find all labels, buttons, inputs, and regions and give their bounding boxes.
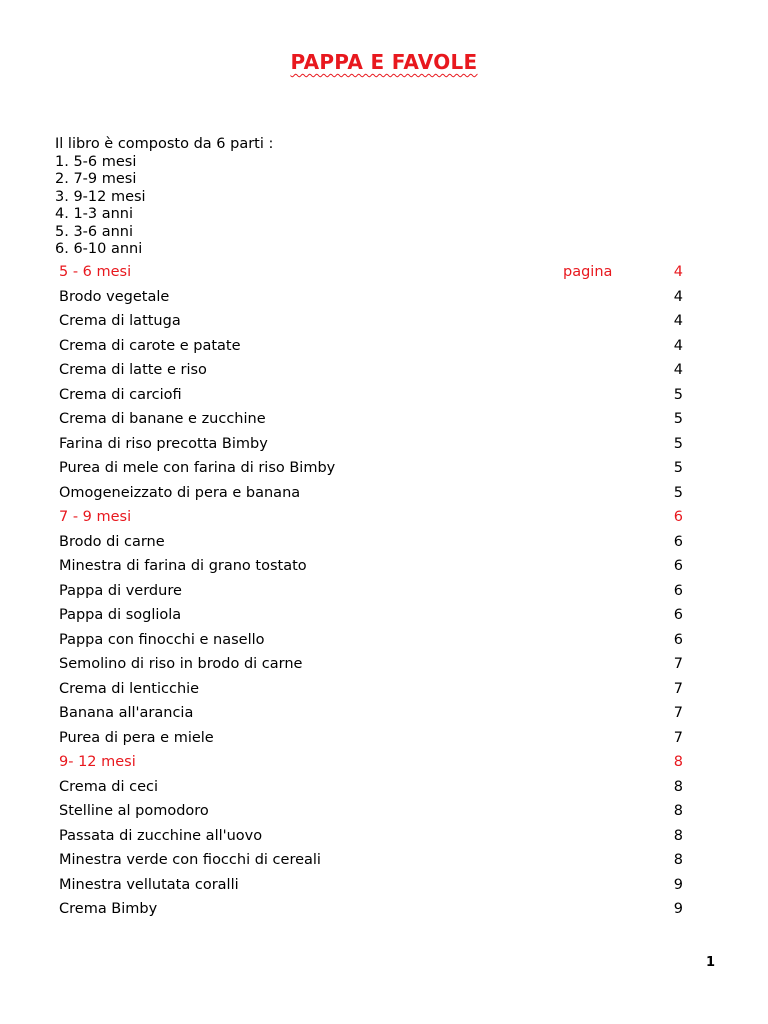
page-ref: 9 <box>673 876 683 893</box>
recipe-name: Brodo vegetale <box>59 288 170 305</box>
toc-entry <box>59 898 683 923</box>
toc-entry <box>59 408 683 433</box>
page-ref: 8 <box>673 852 683 868</box>
recipe-name: Stelline al pomodoro <box>59 803 209 819</box>
recipe-name: Pappa con finocchi e nasello <box>59 631 265 648</box>
document-title: PAPPA E FAVOLE <box>290 50 478 74</box>
toc-section-heading <box>59 751 683 776</box>
toc-entry <box>59 531 683 556</box>
page-ref: 8 <box>673 803 683 819</box>
page-ref: 8 <box>673 778 683 795</box>
recipe-name: Passata di zucchine all'uovo <box>59 827 263 844</box>
toc-entry <box>59 555 683 580</box>
toc-entry <box>59 776 683 801</box>
page-ref: 6 <box>673 558 683 574</box>
page-ref: 4 <box>673 362 683 378</box>
toc-entry <box>59 384 683 409</box>
recipe-name: Pappa di sogliola <box>59 607 182 623</box>
recipe-name: Crema di lattuga <box>59 313 181 329</box>
toc-entry <box>59 629 683 654</box>
intro-block <box>55 136 273 259</box>
recipe-name: Purea di pera e miele <box>59 729 214 746</box>
toc-entry <box>59 800 683 825</box>
page-ref: 5 <box>673 484 683 501</box>
page-ref: 4 <box>673 264 683 280</box>
toc-entry <box>59 457 683 482</box>
page-number: 1 <box>706 955 716 970</box>
page-ref: 5 <box>673 460 683 476</box>
intro-list-item: 5. 3-6 anni <box>55 223 134 240</box>
toc-entry <box>59 849 683 874</box>
recipe-name: Semolino di riso in brodo di carne <box>59 656 303 672</box>
recipe-name: Minestra verde con fiocchi di cereali <box>59 852 321 868</box>
recipe-name: Crema Bimby <box>59 901 158 917</box>
page-ref: 6 <box>673 509 683 525</box>
toc-entry <box>59 727 683 752</box>
intro-list-item: 4. 1-3 anni <box>55 206 134 222</box>
toc-entry <box>59 874 683 899</box>
toc-section-heading <box>59 506 683 531</box>
recipe-name: Minestra vellutata coralli <box>59 876 239 893</box>
page-ref: 4 <box>673 288 683 305</box>
table-of-contents <box>59 261 683 923</box>
toc-entry <box>59 702 683 727</box>
recipe-name: Crema di carote e patate <box>59 337 241 354</box>
page-ref: 4 <box>673 313 683 329</box>
recipe-name: Brodo di carne <box>59 533 165 550</box>
page-ref: 8 <box>673 754 683 770</box>
page-ref: 6 <box>673 582 683 599</box>
recipe-name: Crema di latte e riso <box>59 362 207 378</box>
section-title: 5 - 6 mesi <box>59 264 132 280</box>
toc-entry <box>59 482 683 507</box>
page-ref: 7 <box>673 729 683 746</box>
toc-entry <box>59 653 683 678</box>
toc-entry <box>59 678 683 703</box>
page-ref: 7 <box>673 705 683 721</box>
page-ref: 9 <box>673 901 683 917</box>
recipe-name: Crema di banane e zucchine <box>59 411 266 427</box>
intro-list-item: 1. 5-6 mesi <box>55 153 137 170</box>
recipe-name: Minestra di farina di grano tostato <box>59 558 307 574</box>
page-ref: 4 <box>673 337 683 354</box>
toc-entry <box>59 335 683 360</box>
toc-entry <box>59 825 683 850</box>
page-ref: 6 <box>673 631 683 648</box>
page-ref: 5 <box>673 411 683 427</box>
pagina-label: pagina <box>563 264 613 280</box>
recipe-name: Banana all'arancia <box>59 705 194 721</box>
recipe-name: Crema di carciofi <box>59 386 182 403</box>
page-ref: 5 <box>673 435 683 452</box>
toc-entry <box>59 359 683 384</box>
toc-entry <box>59 310 683 335</box>
intro-list-item: 2. 7-9 mesi <box>55 171 137 187</box>
intro-list-item: 3. 9-12 mesi <box>55 188 146 205</box>
recipe-name: Crema di lenticchie <box>59 680 200 697</box>
toc-entry <box>59 433 683 458</box>
toc-entry <box>59 604 683 629</box>
toc-entry <box>59 580 683 605</box>
page-ref: 8 <box>673 827 683 844</box>
page-ref: 7 <box>673 680 683 697</box>
section-title: 9- 12 mesi <box>59 754 136 770</box>
intro-list-item: 6. 6-10 anni <box>55 241 143 257</box>
recipe-name: Omogeneizzato di pera e banana <box>59 484 301 501</box>
page-ref: 6 <box>673 607 683 623</box>
intro-heading: Il libro è composto da 6 parti : <box>55 136 274 152</box>
page-ref: 5 <box>673 386 683 403</box>
page-ref: 6 <box>673 533 683 550</box>
recipe-name: Purea di mele con farina di riso Bimby <box>59 460 336 476</box>
recipe-name: Farina di riso precotta Bimby <box>59 435 268 452</box>
recipe-name: Pappa di verdure <box>59 582 182 599</box>
toc-entry <box>59 286 683 311</box>
recipe-name: Crema di ceci <box>59 778 159 795</box>
toc-section-heading <box>59 261 683 286</box>
section-title: 7 - 9 mesi <box>59 509 132 525</box>
page-ref: 7 <box>673 656 683 672</box>
